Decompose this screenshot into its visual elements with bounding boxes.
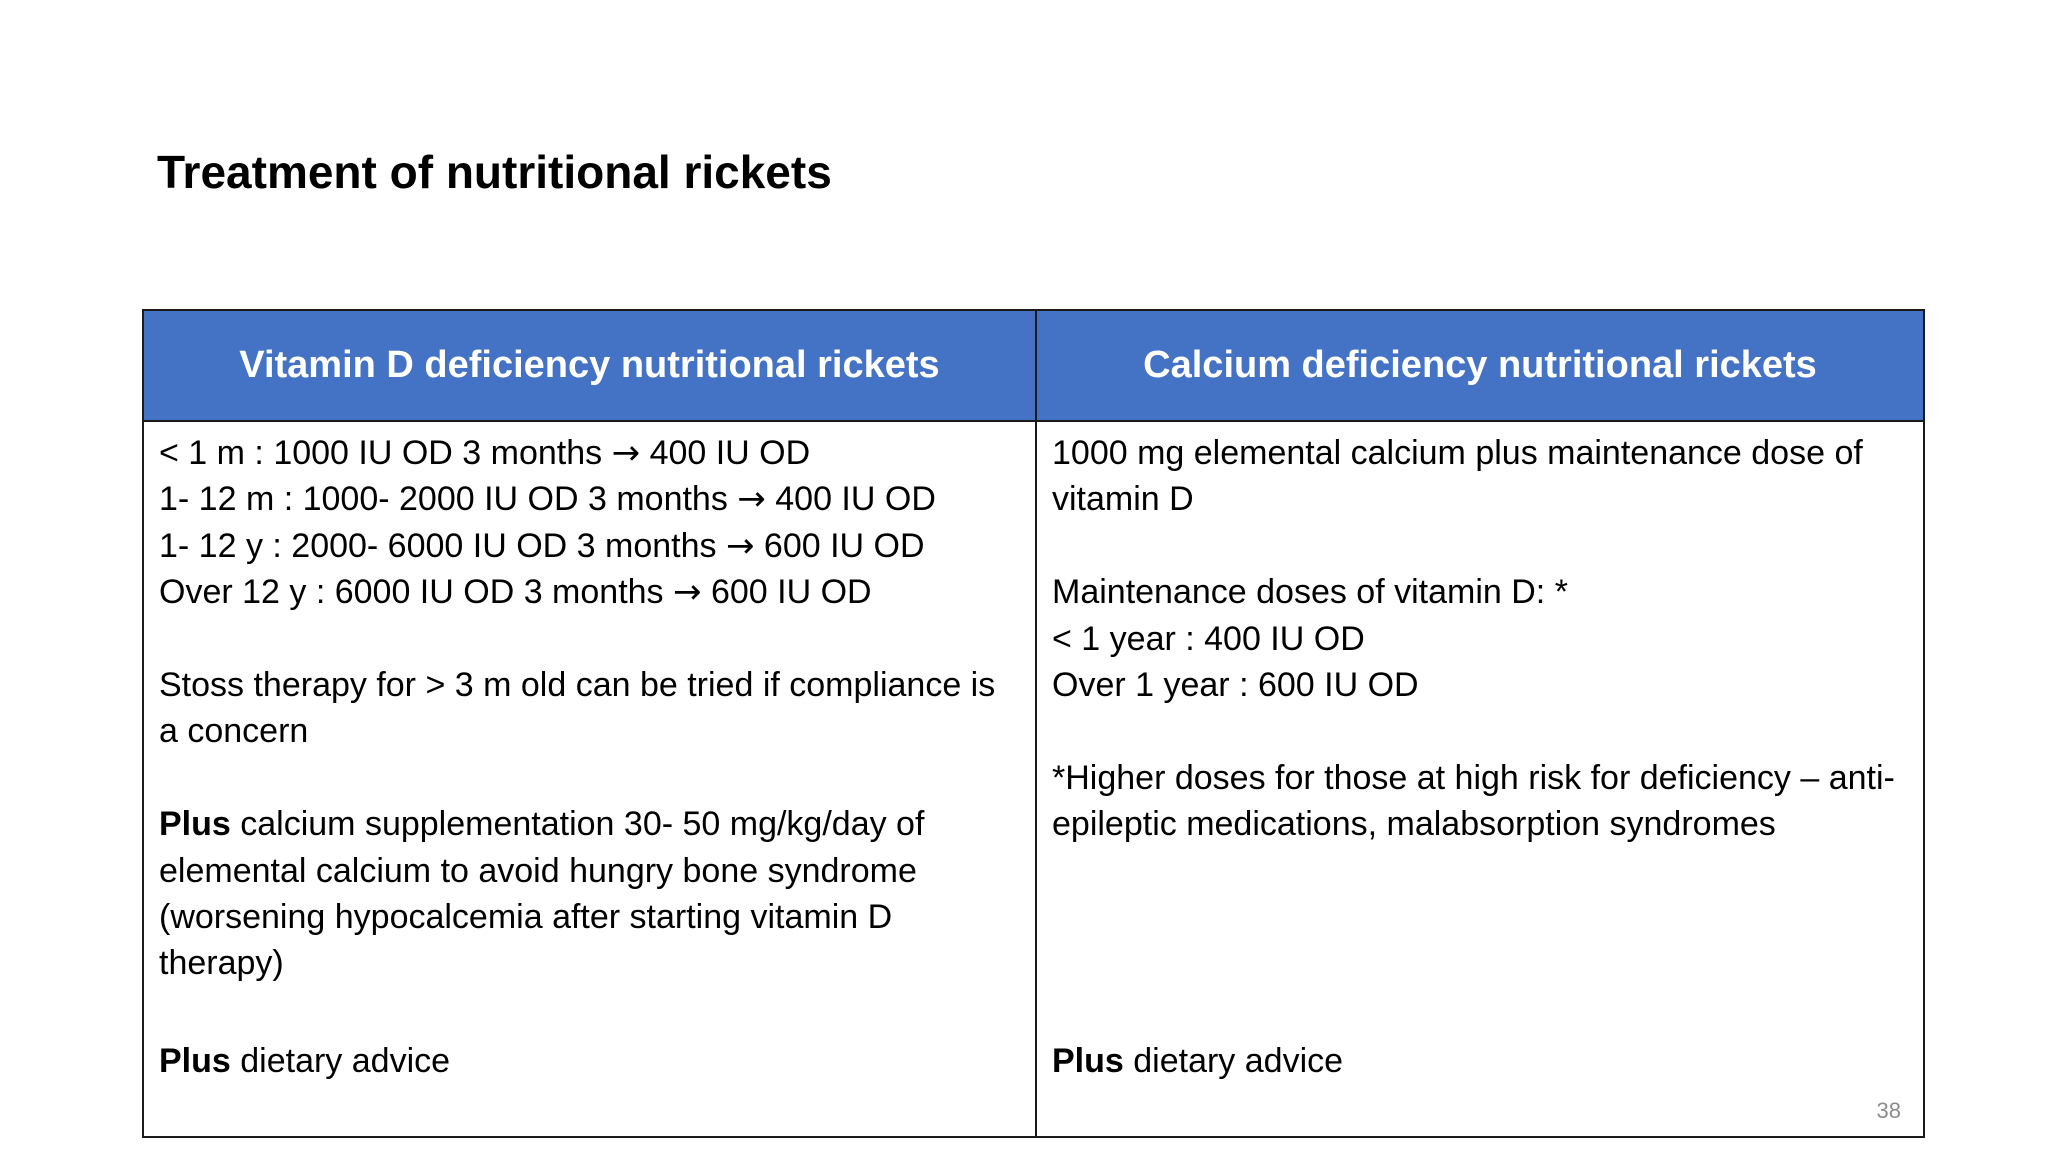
calcium-supplement-text: Plus calcium supplementation 30- 50 mg/kg/day of elemental calcium to avoid hungry bone syndrome (worsening hypocalcemia after starting vitamin D therapy) [159,805,925,983]
dose-line: 1- 12 m : 1000- 2000 IU OD 3 months → 400 IU OD [159,479,936,520]
stoss-therapy-text: Stoss therapy for > 3 m old can be tried if compliance is a concern [159,666,996,751]
dose-line: < 1 m : 1000 IU OD 3 months → 400 IU OD [159,433,811,473]
table-header-row [143,310,1924,421]
page-number: 38 [1876,1098,1901,1123]
dietary-advice-text: Plus dietary advice [159,1042,451,1080]
vitamin-d-cell [143,421,1036,1137]
dose-line: Over 12 y : 6000 IU OD 3 months → 600 IU OD [159,572,872,613]
calcium-intro-text: 1000 mg elemental calcium plus maintenance dose of vitamin D [1052,434,1863,519]
high-risk-note: *Higher doses for those at high risk for deficiency – anti- epileptic medications, malabsorption syndromes [1052,758,1895,844]
maintenance-line: Over 1 year : 600 IU OD [1052,666,1419,705]
dose-line: 1- 12 y : 2000- 6000 IU OD 3 months → 600 IU OD [159,525,925,566]
arrow-right-icon: → [725,525,755,566]
calcium-cell [1036,421,1924,1137]
dietary-advice-text: Plus dietary advice [1052,1042,1344,1080]
treatment-table [142,309,1925,1138]
maintenance-line: < 1 year : 400 IU OD [1052,619,1365,658]
arrow-right-icon: → [737,479,766,520]
header-calcium: Calcium deficiency nutritional rickets [1036,310,1924,421]
slide-title: Treatment of nutritional rickets [157,146,832,198]
arrow-right-icon: → [611,433,641,473]
maintenance-title: Maintenance doses of vitamin D: * [1052,573,1568,612]
arrow-right-icon: → [673,572,702,613]
header-vitamin-d: Vitamin D deficiency nutritional rickets [143,310,1036,421]
table-row [143,421,1924,1137]
